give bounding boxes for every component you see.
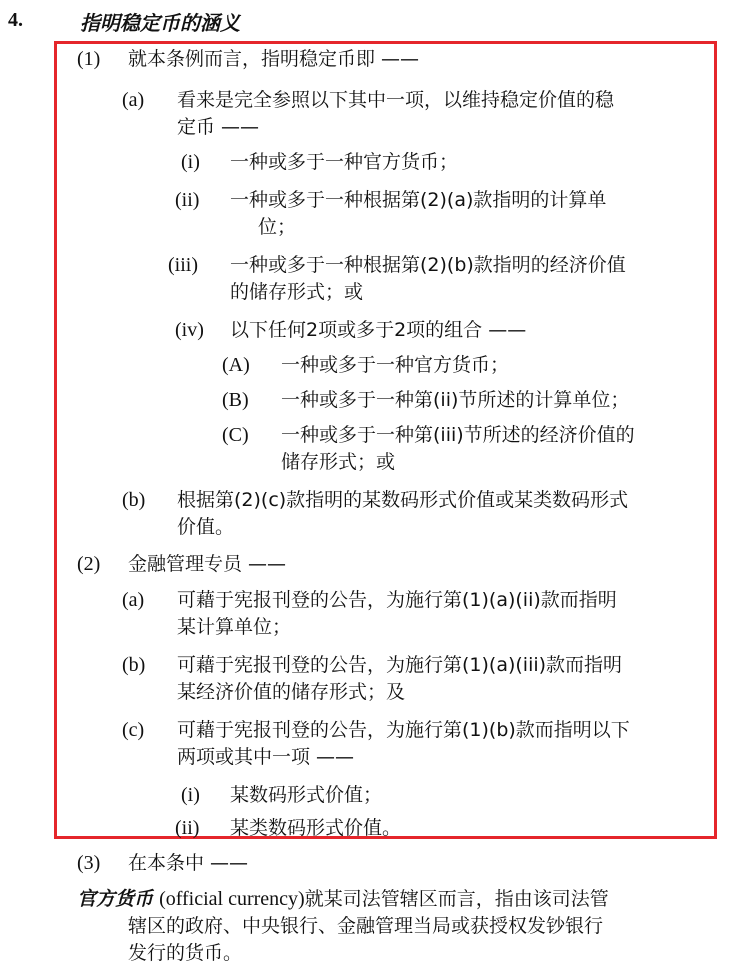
definition-term: 官方货币 bbox=[77, 888, 154, 910]
paragraph-1a-line2: 定币 —— bbox=[177, 116, 260, 138]
subsection-1-text: 就本条例而言，指明稳定币即 —— bbox=[128, 48, 420, 70]
item-C-marker: (C) bbox=[222, 424, 249, 446]
item-C-line1: 一种或多于一种第(iii)节所述的经济价值的 bbox=[281, 424, 635, 446]
item-2c-ii-text: 某类数码形式价值。 bbox=[230, 817, 402, 839]
subsection-1-marker: (1) bbox=[77, 48, 101, 70]
item-A-line1: 一种或多于一种官方货币； bbox=[281, 354, 510, 376]
item-2c-ii-marker: (ii) bbox=[175, 817, 200, 839]
item-ii-line1: 一种或多于一种根据第(2)(a)款指明的计算单 bbox=[230, 189, 607, 211]
paragraph-2b-marker: (b) bbox=[122, 654, 146, 676]
item-ii-marker: (ii) bbox=[175, 189, 200, 211]
item-B-line1: 一种或多于一种第(ii)节所述的计算单位； bbox=[281, 389, 630, 411]
definition-line3: 发行的货币。 bbox=[128, 942, 243, 964]
item-i-line1: 一种或多于一种官方货币； bbox=[230, 151, 459, 173]
section-number: 4. bbox=[8, 9, 23, 31]
paragraph-2c-marker: (c) bbox=[122, 719, 145, 741]
paragraph-1b-line1: 根据第(2)(c)款指明的某数码形式价值或某类数码形式 bbox=[177, 489, 629, 511]
item-A-marker: (A) bbox=[222, 354, 250, 376]
paragraph-2c-line1: 可藉于宪报刊登的公告，为施行第(1)(b)款而指明以下 bbox=[177, 719, 630, 741]
item-C-line2: 储存形式；或 bbox=[281, 451, 396, 473]
subsection-2-marker: (2) bbox=[77, 553, 101, 575]
paragraph-1a-marker: (a) bbox=[122, 89, 145, 111]
item-ii-line2: 位； bbox=[258, 216, 297, 238]
paragraph-2a-line1: 可藉于宪报刊登的公告，为施行第(1)(a)(ii)款而指明 bbox=[177, 589, 617, 611]
paragraph-1b-line2: 价值。 bbox=[177, 516, 235, 538]
definition-line1-rest: 就某司法管辖区而言，指由该司法管 bbox=[304, 888, 609, 910]
item-iii-line1: 一种或多于一种根据第(2)(b)款指明的经济价值 bbox=[230, 254, 626, 276]
item-B-marker: (B) bbox=[222, 389, 249, 411]
subsection-2-text: 金融管理专员 —— bbox=[128, 553, 287, 575]
item-2c-i-text: 某数码形式价值； bbox=[230, 784, 383, 806]
definition-line1 bbox=[77, 887, 609, 911]
paragraph-2a-marker: (a) bbox=[122, 589, 145, 611]
subsection-3-marker: (3) bbox=[77, 852, 101, 874]
paragraph-1a-line1: 看来是完全参照以下其中一项，以维持稳定价值的稳 bbox=[177, 89, 615, 111]
definition-english-term: (official currency) bbox=[159, 888, 305, 910]
paragraph-1b-marker: (b) bbox=[122, 489, 146, 511]
item-iv-line1: 以下任何2项或多于2项的组合 —— bbox=[230, 319, 527, 341]
item-iii-line2: 的储存形式；或 bbox=[230, 281, 364, 303]
item-iii-marker: (iii) bbox=[168, 254, 198, 276]
section-title: 指明稳定币的涵义 bbox=[80, 11, 240, 35]
paragraph-2b-line2: 某经济价值的储存形式；及 bbox=[177, 681, 406, 703]
paragraph-2b-line1: 可藉于宪报刊登的公告，为施行第(1)(a)(iii)款而指明 bbox=[177, 654, 623, 676]
subsection-3-text: 在本条中 —— bbox=[128, 852, 249, 874]
definition-line2: 辖区的政府、中央银行、金融管理当局或获授权发钞银行 bbox=[128, 915, 604, 937]
item-iv-marker: (iv) bbox=[175, 319, 204, 341]
paragraph-2a-line2: 某计算单位； bbox=[177, 616, 292, 638]
item-2c-i-marker: (i) bbox=[181, 784, 200, 806]
item-i-marker: (i) bbox=[181, 151, 200, 173]
paragraph-2c-line2: 两项或其中一项 —— bbox=[177, 746, 355, 768]
